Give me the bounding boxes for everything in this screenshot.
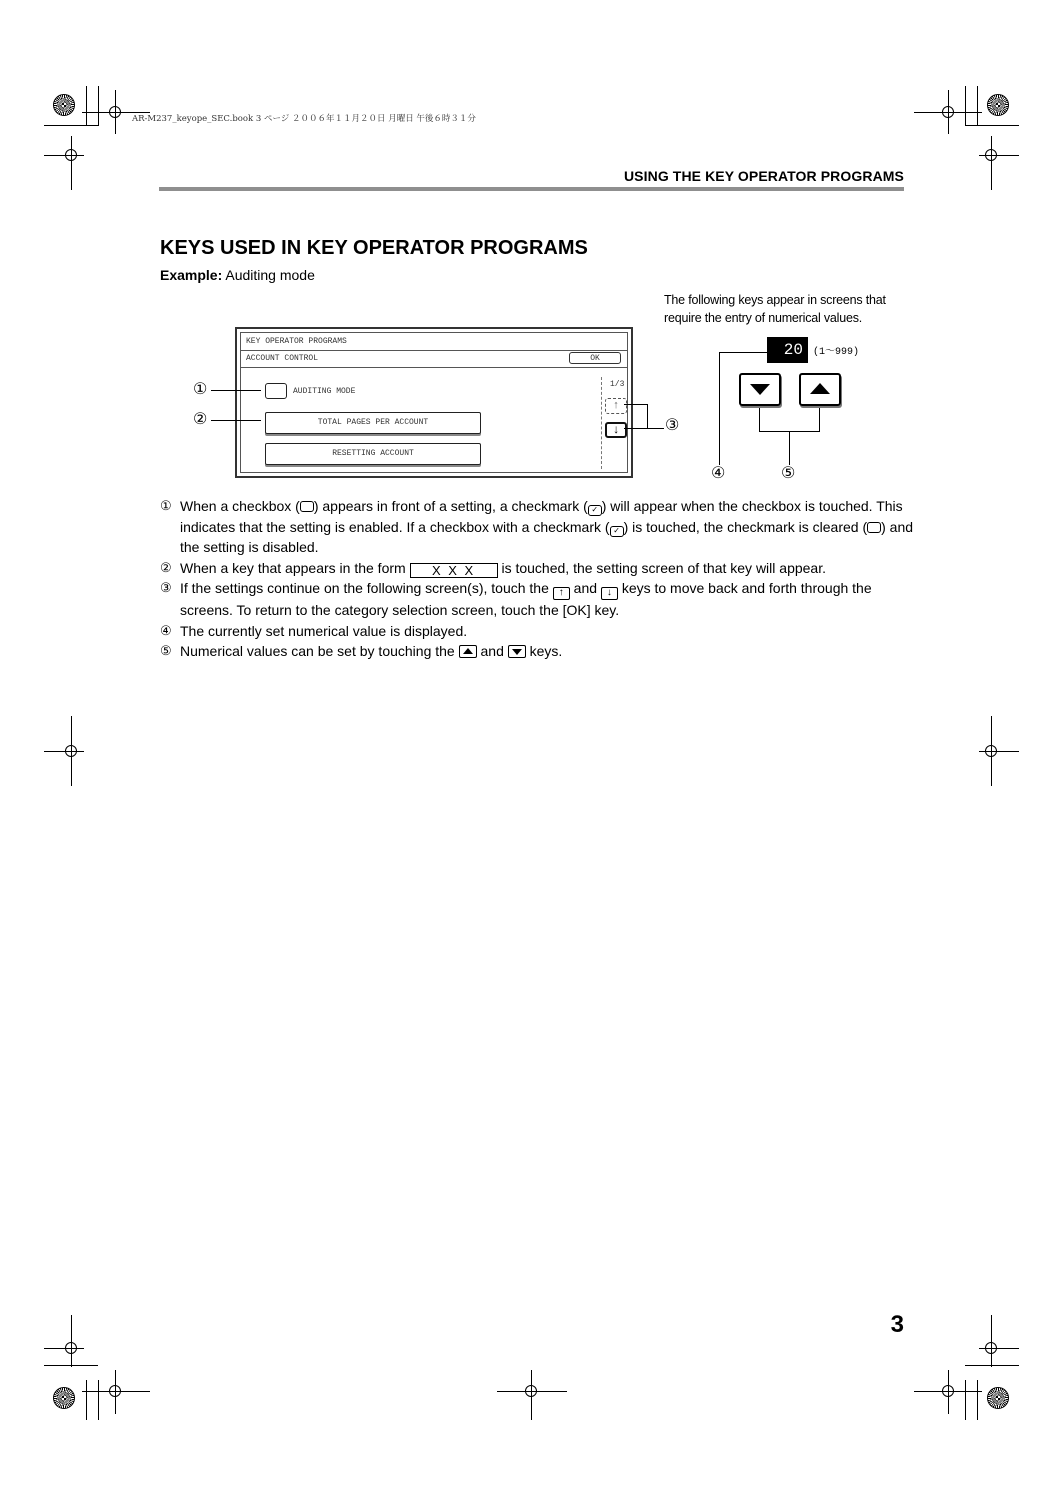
explanation-item-3: [160, 578, 920, 621]
callout-1-leader: [211, 390, 261, 391]
panel-subtitle: ACCOUNT CONTROL: [246, 354, 319, 363]
item-text: keys.: [529, 643, 563, 659]
item-text: keys to move back and forth through the screens. To return to the category selection screen, touch the [OK] key.: [180, 580, 872, 618]
down-arrow-key-icon: ↓: [601, 587, 618, 600]
callout-5: ⑤: [781, 465, 796, 482]
callout-5-leader-vertical: [789, 431, 790, 465]
callout-1: ①: [193, 381, 208, 398]
item-number: ④: [160, 622, 172, 638]
callout-5-leader-left: [759, 408, 760, 431]
up-triangle-icon: [810, 383, 830, 394]
callout-5-leader-right: [819, 408, 820, 431]
item-text: and: [480, 643, 504, 659]
item-text: ) and the setting is disabled.: [180, 518, 914, 555]
item-text: is touched, the setting screen of that key will appear.: [501, 559, 826, 576]
example-line: [160, 267, 315, 283]
panel-title: KEY OPERATOR PROGRAMS: [246, 337, 347, 346]
print-header: AR-M237_keyope_SEC.book 3 ページ ２００６年１１月２０日 月曜日 午後６時３１分: [132, 114, 476, 124]
scroll-down-arrow-icon[interactable]: ↓: [605, 422, 627, 438]
key-form-icon: X X X: [410, 563, 498, 578]
callout-2-leader: [211, 420, 261, 421]
callout-4-leader-horizontal: [719, 352, 767, 353]
callout-2: ②: [193, 411, 208, 428]
decrease-value-button[interactable]: [739, 373, 781, 406]
section-title: KEYS USED IN KEY OPERATOR PROGRAMS: [160, 237, 588, 259]
item-text: ) appears in front of a setting, a checkmark (: [313, 498, 588, 514]
header-rule: [159, 187, 904, 191]
callout-3-leader-top: [624, 404, 647, 405]
item-text: When a key that appears in the form: [180, 559, 406, 576]
down-triangle-key-icon: [508, 645, 526, 658]
item-text: Numerical values can be set by touching the: [180, 643, 455, 659]
checkmark-icon: ✓: [610, 526, 624, 537]
down-triangle-icon: [750, 384, 770, 395]
checkmark-icon: ✓: [588, 505, 602, 516]
callout-3: ③: [665, 417, 680, 434]
page-indicator: 1/3: [610, 380, 625, 389]
numeric-range: (1～999): [813, 347, 860, 358]
item-text: ) will appear when the checkbox is touched. This indicates that the setting is enabled. If a checkbox with a checkmark (: [180, 498, 903, 535]
scroll-up-arrow-icon[interactable]: ↑: [605, 398, 627, 414]
callout-3-leader-bottom: [624, 428, 664, 429]
item-text: ) is touched, the checkmark is cleared (: [623, 518, 868, 535]
item-text: and: [573, 580, 598, 596]
callout-3-leader-vertical: [647, 404, 648, 428]
auditing-mode-checkbox[interactable]: [265, 383, 287, 399]
example-label: Example:: [160, 267, 223, 283]
explanation-item-4: [160, 621, 920, 642]
registration-disk-icon: [987, 1387, 1009, 1409]
total-pages-per-account-button[interactable]: TOTAL PAGES PER ACCOUNT: [265, 412, 481, 434]
item-text: When a checkbox (: [180, 498, 300, 514]
numeric-value-display: 20: [767, 337, 808, 363]
item-number: ⑤: [160, 643, 172, 658]
item-number: ①: [160, 498, 172, 513]
explanation-item-2: [160, 558, 920, 579]
callout-4: ④: [711, 465, 726, 482]
numeric-keys-note: The following keys appear in screens that require the entry of numerical values.: [664, 293, 886, 325]
item-number: ③: [160, 580, 172, 595]
explanation-item-1: [160, 496, 920, 558]
up-triangle-key-icon: [459, 645, 477, 658]
ok-button[interactable]: OK: [569, 352, 621, 364]
panel-subtitle-bar: [241, 350, 627, 368]
registration-disk-icon: [53, 94, 75, 116]
running-header-title: USING THE KEY OPERATOR PROGRAMS: [623, 168, 904, 184]
page-number: 3: [890, 1311, 904, 1338]
example-value: Auditing mode: [225, 267, 315, 283]
auditing-mode-label: AUDITING MODE: [293, 387, 356, 396]
registration-disk-icon: [53, 1387, 75, 1409]
checkbox-icon: [867, 522, 881, 533]
explanation-list: [160, 496, 920, 662]
item-number: ②: [160, 559, 172, 575]
increase-value-button[interactable]: [799, 373, 841, 406]
registration-disk-icon: [987, 94, 1009, 116]
up-arrow-key-icon: ↑: [553, 587, 570, 600]
item-text: If the settings continue on the following screen(s), touch the: [180, 580, 549, 596]
touch-panel-screen: [235, 327, 633, 478]
item-text: The currently set numerical value is displayed.: [180, 622, 468, 639]
resetting-account-button[interactable]: RESETTING ACCOUNT: [265, 443, 481, 465]
explanation-item-5: [160, 641, 920, 662]
panel-divider: [601, 377, 602, 469]
checkbox-icon: [300, 501, 314, 512]
callout-4-leader-vertical: [719, 352, 720, 465]
